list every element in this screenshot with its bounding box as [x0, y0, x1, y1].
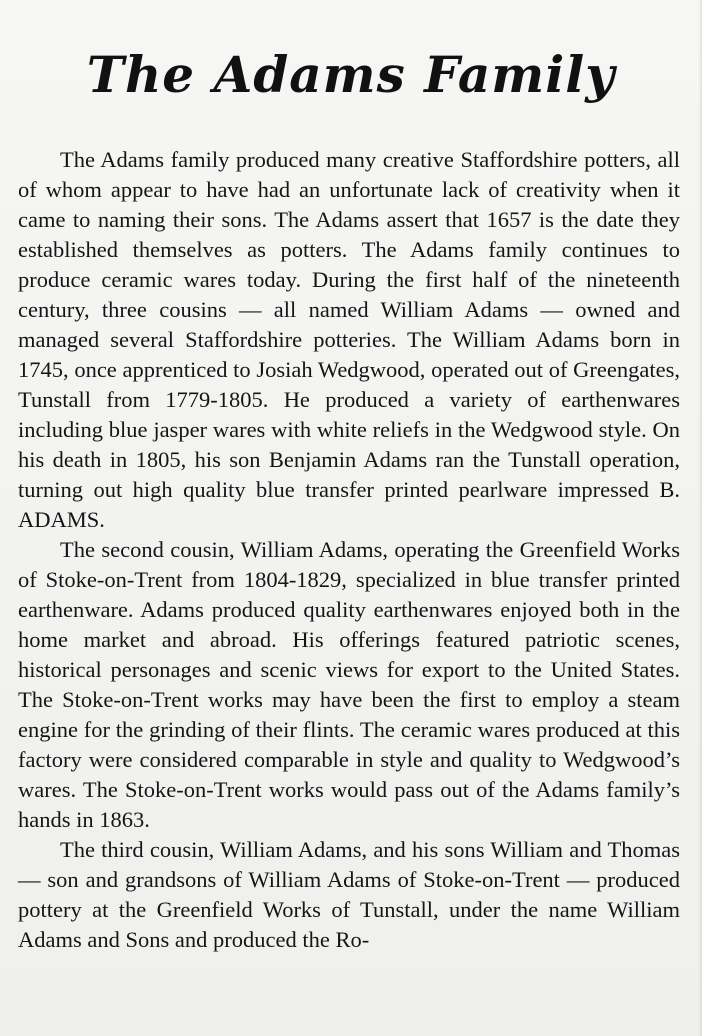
paragraph-1: The Adams family produced many creative Staffordshire potters, all of whom appear to have had an unfortunate lack of creativity when it came to naming their sons. The Adams assert that 1657 is the date they established themselves as potters. The Adams family continues to produce ceramic wares today. During the first half of the nineteenth century, three cousins — all named William Adams — owned and managed several Staffordshire potteries. The William Adams born in 1745, once apprenticed to Josiah Wedgwood, operated out of Greengates, Tunstall from 1779-1805. He produced a variety of earthenwares including blue jasper wares with white reliefs in the Wedgwood style. On his death in 1805, his son Benjamin Adams ran the Tunstall operation, turning out high quality blue transfer printed pearlware impressed B. ADAMS. [18, 147, 680, 532]
page-edge-shadow [698, 0, 702, 1036]
body-text [18, 145, 680, 955]
page-title: The Adams Family [86, 44, 616, 104]
paragraph-3: The third cousin, William Adams, and his sons William and Thomas — son and grandsons of William Adams of Stoke-on-Trent — produced pottery at the Greenfield Works of Tunstall, under the name William Adams and Sons and produced the Ro- [18, 837, 680, 952]
paragraph-2: The second cousin, William Adams, operating the Greenfield Works of Stoke-on-Trent from 1804-1829, specialized in blue transfer printed earthenware. Adams produced quality earthenwares enjoyed both in the home market and abroad. His offerings featured patriotic scenes, historical personages and scenic views for export to the United States. The Stoke-on-Trent works may have been the first to employ a steam engine for the grinding of their flints. The ceramic wares produced at this factory were considered comparable in style and quality to Wedgwood’s wares. The Stoke-on-Trent works would pass out of the Adams family’s hands in 1863. [18, 537, 680, 832]
